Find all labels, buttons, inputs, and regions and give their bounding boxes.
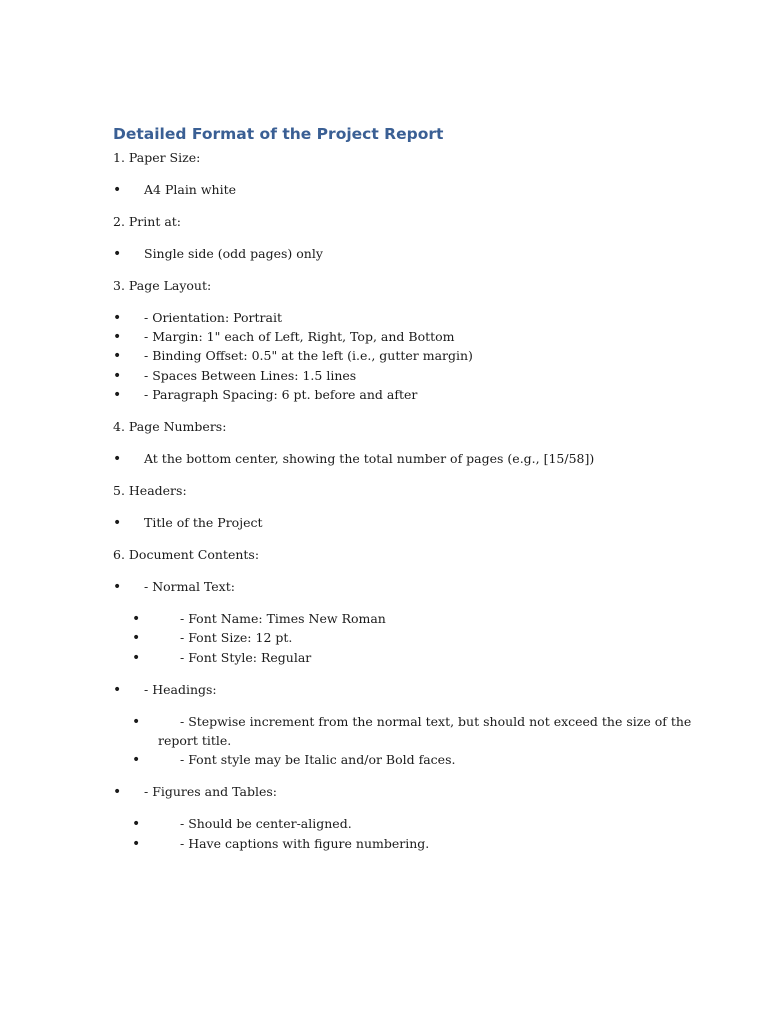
section-heading-headers: 5. Headers: bbox=[113, 483, 187, 498]
document-page: Detailed Format of the Project Report 1. Paper Size: • A4 Plain white 2. Print at: • Single side (odd pages) only 3. Page Layout: • - Orientation: Portrait • - Margin: 1" each of Left, Right, Top, and Bottom • - Binding Offset: 0.5" at the left (i.e., gutter margin) • - Spaces Between Lines: 1.5 lines • - Paragraph Spacing: 6 pt. before and after 4. Page Numbers: • At the bottom center, showing the total number of pages (e.g., [15/58]) 5. Headers: • Title of the Project 6. Document Contents: • - Normal Text: • - Font Name: Times New Roman • - Font Size: 12 pt. • - Font Style: Regular • - Headings: • - Stepwise increment from the normal text, but should not exceed the size of the report title. • - Font style may be Italic and/or Bold faces. • - Figures and Tables: • - Should be center-aligned. • - Have captions with figure numbering. bbox=[113, 125, 692, 852]
bullet-icon: • bbox=[113, 182, 122, 198]
section-heading-page-layout: 3. Page Layout: bbox=[113, 278, 212, 293]
section-heading-document-contents: 6. Document Contents: bbox=[113, 547, 260, 562]
bullet-icon: • bbox=[113, 784, 122, 800]
document-title: Detailed Format of the Project Report bbox=[113, 125, 444, 143]
bullet-icon: • bbox=[132, 611, 141, 627]
section-heading-print-at: 2. Print at: bbox=[113, 214, 182, 229]
bullet-icon: • bbox=[113, 579, 122, 595]
bullet-icon: • bbox=[132, 836, 141, 852]
bullet-icon: • bbox=[113, 368, 122, 384]
bullet-icon: • bbox=[113, 329, 122, 345]
bullet-icon: • bbox=[113, 451, 122, 467]
bullet-icon: • bbox=[113, 515, 122, 531]
bullet-icon: • bbox=[132, 630, 141, 646]
bullet-icon: • bbox=[113, 310, 122, 326]
bullet-icon: • bbox=[132, 714, 141, 730]
bullet-icon: • bbox=[113, 246, 122, 262]
section-heading-paper-size: 1. Paper Size: bbox=[113, 150, 201, 165]
section-heading-page-numbers: 4. Page Numbers: bbox=[113, 419, 227, 434]
bullet-icon: • bbox=[132, 816, 141, 832]
bullet-icon: • bbox=[113, 348, 122, 364]
bullet-icon: • bbox=[132, 650, 141, 666]
bullet-icon: • bbox=[132, 752, 141, 768]
bullet-icon: • bbox=[113, 387, 122, 403]
bullet-icon: • bbox=[113, 682, 122, 698]
